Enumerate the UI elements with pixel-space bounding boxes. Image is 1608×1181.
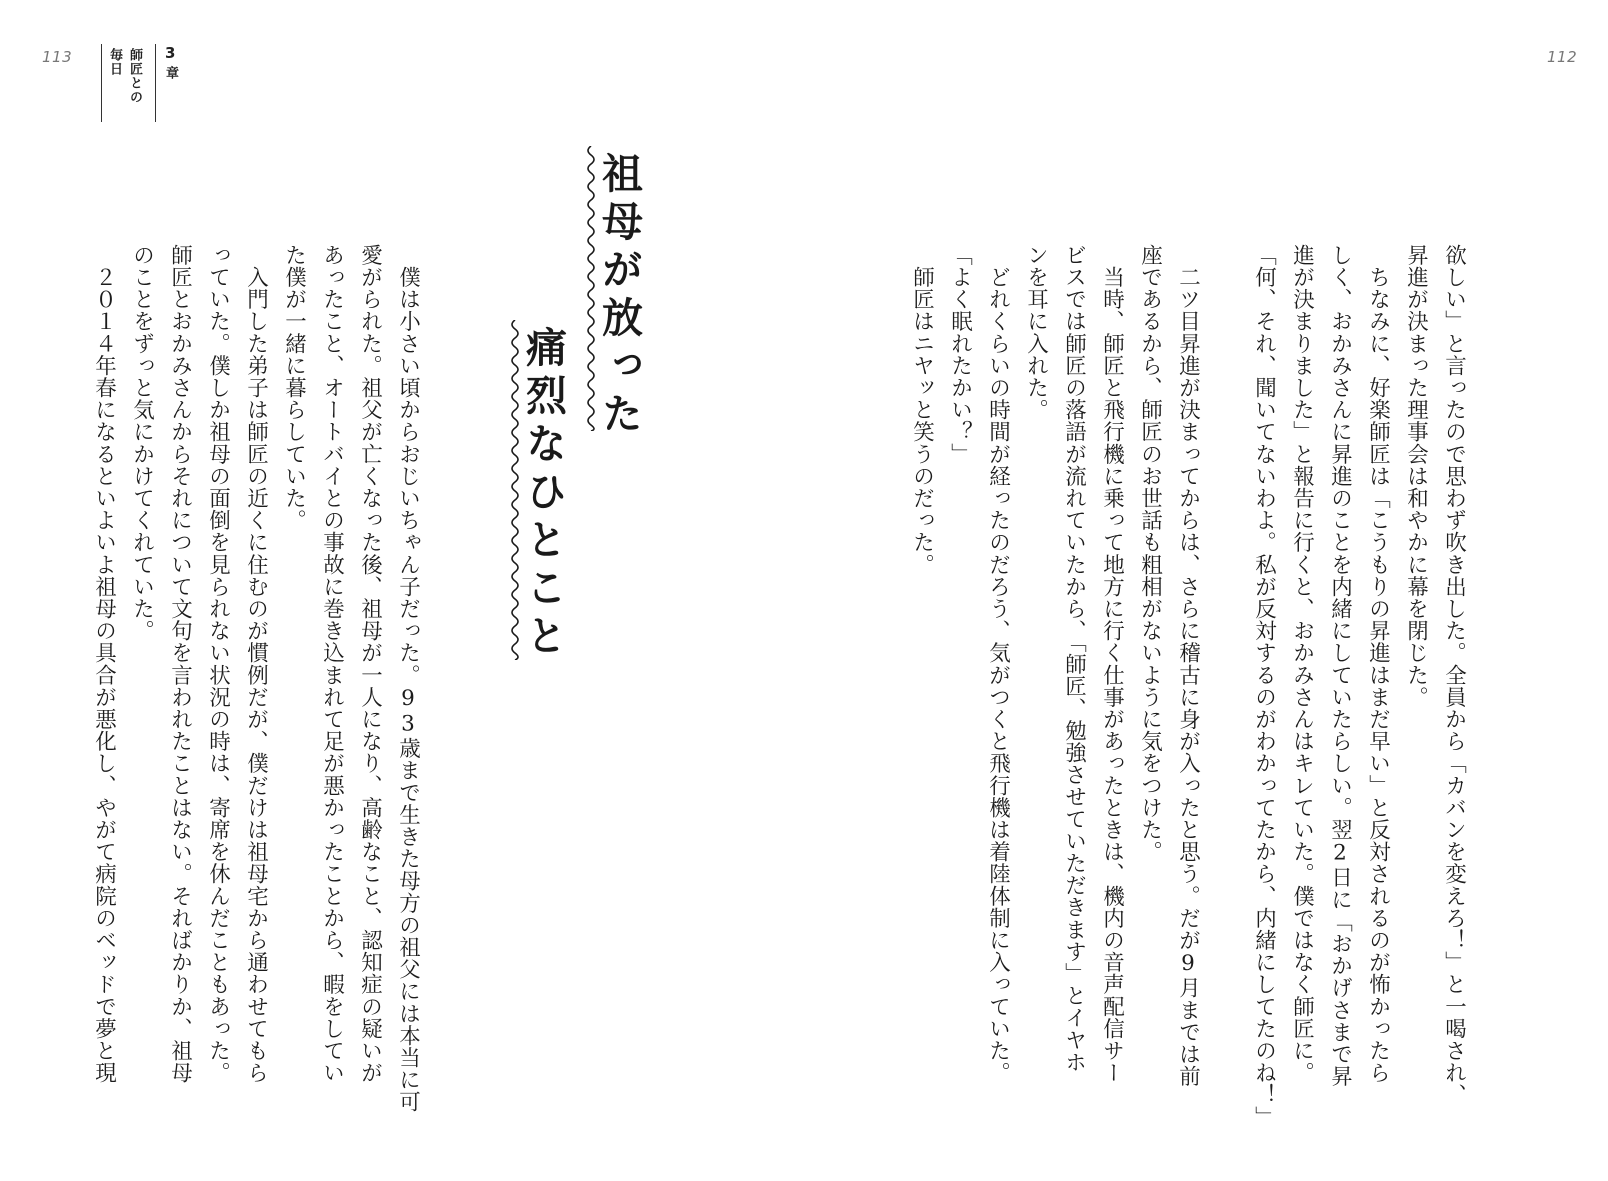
left-text-line-7: 師匠とおかみさんからそれについて文句を言われたことはない。そればかりか、祖母 xyxy=(167,244,193,1084)
right-text-line-9: 座であるから、師匠のお世話も粗相がないように気をつけた。 xyxy=(1137,244,1163,863)
right-text-line-8: 二ツ目昇進が決まってからは、さらに稽古に身が入ったと思う。だが9月までは前 xyxy=(1175,244,1201,1088)
right-text-line-1: 欲しい」と言ったので思わず吹き出した。全員から「カバンを変えろ！」と一喝され、 xyxy=(1441,244,1467,1106)
chapter-mark: 章 xyxy=(163,66,178,80)
running-head-line2: 毎日 xyxy=(107,48,122,76)
running-head-rule-right xyxy=(155,44,156,122)
right-text-line-5: 進が決まりました」と報告に行くと、おかみさんはキレていた。僕ではなく師匠に。 xyxy=(1289,244,1315,1084)
left-text-line-6: っていた。僕しか祖母の面倒を見られない状況の時は、寄席を休んだこともあった。 xyxy=(205,244,231,1084)
running-head-rule-left xyxy=(101,44,102,122)
title-line-2: 痛烈なひとこと xyxy=(519,326,567,662)
right-text-line-11: ビスでは師匠の落語が流れていたから、「師匠、勉強させていただきます」とイヤホ xyxy=(1061,244,1087,1074)
right-text-line-6: 「何、それ、聞いてないわよ。私が反対するのがわかってたから、内緒にしてたのね！」 xyxy=(1251,244,1277,1128)
page-number-right: 112 xyxy=(1547,48,1578,66)
right-text-line-14: 「よく眠れたかい？」 xyxy=(947,244,973,465)
right-text-line-10: 当時、師匠と飛行機に乗って地方に行く仕事があったときは、機内の音声配信サー xyxy=(1099,244,1125,1084)
right-text-line-12: ンを耳に入れた。 xyxy=(1023,244,1049,421)
left-text-line-4: た僕が一緒に暮らしていた。 xyxy=(281,244,307,532)
right-text-line-3: ちなみに、好楽師匠は「こうもりの昇進はまだ早い」と反対されるのが怖かったら xyxy=(1365,244,1391,1084)
left-text-line-8: のことをずっと気にかけてくれていた。 xyxy=(129,244,155,642)
right-text-line-2: 昇進が決まった理事会は和やかに幕を閉じた。 xyxy=(1403,244,1429,709)
page-number-left: 113 xyxy=(42,48,73,66)
left-text-line-2: 愛がられた。祖父が亡くなった後、祖母が一人になり、高齢なこと、認知症の疑いが xyxy=(357,244,383,1084)
left-text-line-9: ２０１４年春になるといよいよ祖母の具合が悪化し、やがて病院のベッドで夢と現 xyxy=(91,244,117,1084)
right-text-line-4: しく、おかみさんに昇進のことを内緒にしていたらしい。翌2日に「おかげさまで昇 xyxy=(1327,244,1353,1088)
left-text-line-5: 入門した弟子は師匠の近くに住むのが慣例だが、僕だけは祖母宅から通わせてもら xyxy=(243,244,269,1084)
title-line-1: 祖母が放った xyxy=(595,152,643,440)
right-text-line-13: どれくらいの時間が経ったのだろう、気がつくと飛行機は着陸体制に入っていた。 xyxy=(985,244,1011,1084)
left-text-line-3: あったこと、オートバイとの事故に巻き込まれて足が悪かったことから、暇をしてい xyxy=(319,244,345,1084)
right-text-line-15: 師匠はニヤッと笑うのだった。 xyxy=(909,244,935,576)
chapter-number: 3 xyxy=(165,44,176,62)
left-text-line-1: 僕は小さい頃からおじいちゃん子だった。93歳まで生きた母方の祖父には本当に可 xyxy=(395,244,421,1113)
running-head-line1: 師匠との xyxy=(127,48,142,104)
